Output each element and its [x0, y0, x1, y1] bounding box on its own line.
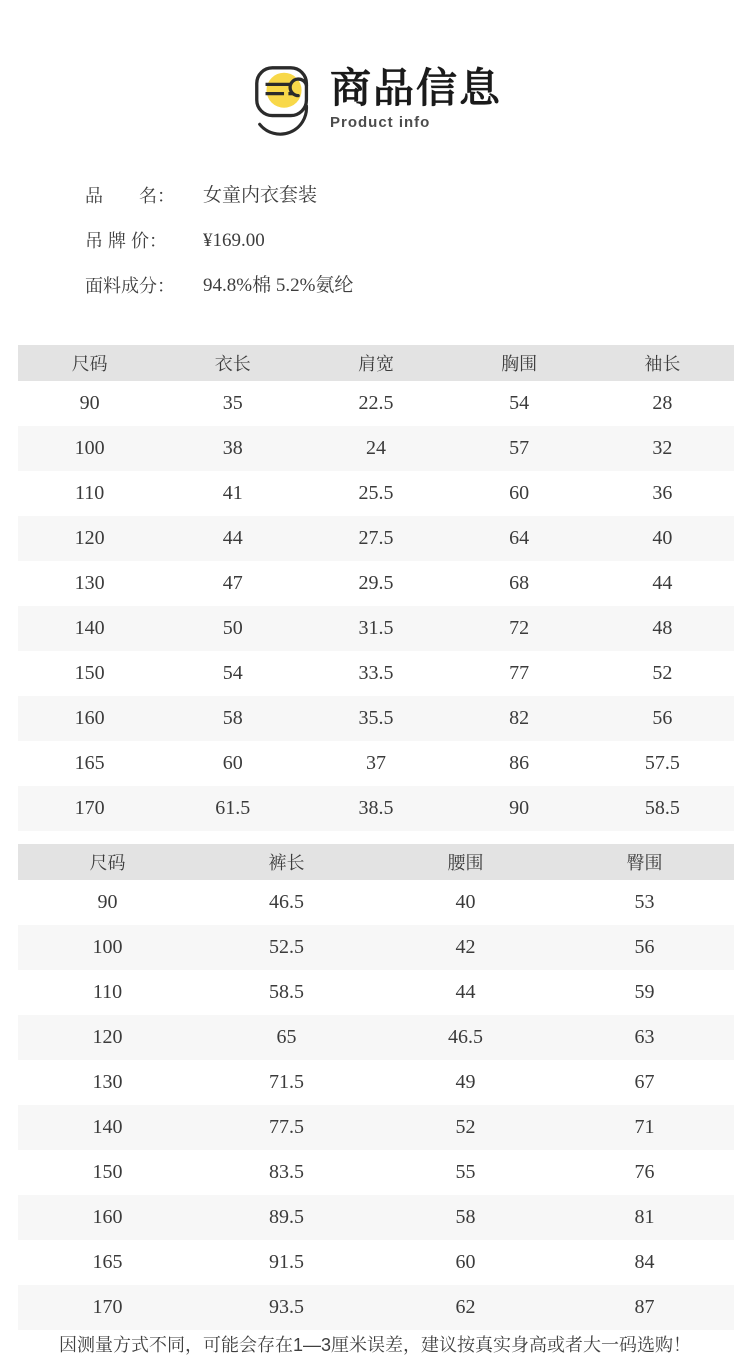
table-cell: 58	[455, 1206, 476, 1228]
table-cell: 44	[652, 572, 673, 594]
table-cell: 72	[509, 617, 530, 639]
table-header-cell: 衣长	[161, 345, 304, 381]
table-cell: 170	[74, 797, 105, 819]
table-cell: 58	[222, 707, 243, 729]
table-cell: 62	[455, 1296, 476, 1318]
table-cell: 36	[652, 482, 673, 504]
table-cell: 40	[455, 891, 476, 913]
page-subtitle: Product info	[330, 113, 431, 131]
table-row	[18, 561, 734, 606]
table-row	[18, 786, 734, 831]
table-cell: 56	[634, 936, 655, 958]
table-cell: 77	[509, 662, 530, 684]
size-table-bottom	[18, 844, 734, 1330]
table-cell: 100	[74, 437, 105, 459]
table-cell: 27.5	[358, 527, 394, 549]
table-cell: 33.5	[358, 662, 394, 684]
table-cell: 22.5	[358, 392, 394, 414]
table-cell: 130	[92, 1071, 123, 1093]
table-header-cell: 臀围	[555, 844, 734, 880]
table-header-cell: 腰围	[376, 844, 555, 880]
table-cell: 31.5	[358, 617, 394, 639]
title-block	[330, 67, 502, 130]
table-header-cell: 裤长	[197, 844, 376, 880]
table-row	[18, 1060, 734, 1105]
table-cell: 46.5	[269, 891, 304, 913]
table-cell: 84	[634, 1251, 655, 1273]
table-cell: 24	[365, 437, 386, 459]
product-name-value: 女童内衣套装	[203, 185, 318, 206]
table-row	[18, 471, 734, 516]
table-cell: 47	[222, 572, 243, 594]
table-cell: 130	[74, 572, 105, 594]
table-cell: 54	[222, 662, 243, 684]
table-cell: 46.5	[448, 1026, 483, 1048]
table-cell: 49	[455, 1071, 476, 1093]
table-row	[18, 516, 734, 561]
table-cell: 52.5	[269, 936, 304, 958]
fabric-composition-label: 面料成分：	[85, 276, 175, 296]
table-cell: 53	[634, 891, 655, 913]
table-cell: 35.5	[358, 707, 394, 729]
product-name-label: 品 名：	[85, 186, 175, 206]
table-cell: 38.5	[358, 797, 394, 819]
table-cell: 140	[92, 1116, 123, 1138]
table-cell: 40	[652, 527, 673, 549]
table-row	[18, 1015, 734, 1060]
table-cell: 90	[79, 392, 100, 414]
table-cell: 100	[92, 936, 123, 958]
product-info-logo-icon	[248, 60, 322, 138]
table-cell: 65	[276, 1026, 297, 1048]
table-row	[18, 1240, 734, 1285]
table-cell: 170	[92, 1296, 123, 1318]
table-cell: 93.5	[269, 1296, 304, 1318]
table-cell: 110	[92, 981, 123, 1003]
table-cell: 87	[634, 1296, 655, 1318]
table-cell: 81	[634, 1206, 655, 1228]
table-cell: 28	[652, 392, 673, 414]
table-cell: 90	[97, 891, 118, 913]
table-cell: 160	[74, 707, 105, 729]
table-header-cell: 肩宽	[304, 345, 447, 381]
table-header-cell: 胸围	[448, 345, 591, 381]
table-cell: 57	[509, 437, 530, 459]
table-cell: 165	[92, 1251, 123, 1273]
table-cell: 160	[92, 1206, 123, 1228]
table-cell: 32	[652, 437, 673, 459]
table-cell: 120	[92, 1026, 123, 1048]
table-header-cell: 袖长	[591, 345, 734, 381]
table-cell: 42	[455, 936, 476, 958]
table-cell: 58.5	[644, 797, 680, 819]
table-cell: 140	[74, 617, 105, 639]
table-row	[18, 426, 734, 471]
table-cell: 35	[222, 392, 243, 414]
table-cell: 71	[634, 1116, 655, 1138]
table-row	[18, 1150, 734, 1195]
table-cell: 120	[74, 527, 105, 549]
table-cell: 29.5	[358, 572, 394, 594]
table-cell: 91.5	[269, 1251, 304, 1273]
table-cell: 25.5	[358, 482, 394, 504]
table-cell: 77.5	[269, 1116, 304, 1138]
table-cell: 86	[509, 752, 530, 774]
table-row	[18, 741, 734, 786]
table-row	[18, 696, 734, 741]
table-header-cell: 尺码	[18, 345, 161, 381]
table-row	[18, 381, 734, 426]
table-cell: 165	[74, 752, 105, 774]
table-cell: 56	[652, 707, 673, 729]
table-cell: 59	[634, 981, 655, 1003]
table-row	[18, 880, 734, 925]
fabric-composition-value: 94.8%棉 5.2%氨纶	[203, 275, 354, 296]
table-cell: 48	[652, 617, 673, 639]
table-cell: 60	[455, 1251, 476, 1273]
table-row	[18, 1195, 734, 1240]
size-table-top	[18, 345, 734, 831]
table-cell: 83.5	[269, 1161, 304, 1183]
table-cell: 63	[634, 1026, 655, 1048]
table-cell: 82	[509, 707, 530, 729]
page-title: 商品信息	[330, 65, 502, 112]
table-row	[18, 651, 734, 696]
table-cell: 150	[92, 1161, 123, 1183]
table-row	[18, 970, 734, 1015]
table-cell: 55	[455, 1161, 476, 1183]
table-row	[18, 1105, 734, 1150]
table-cell: 64	[509, 527, 530, 549]
table-cell: 44	[222, 527, 243, 549]
measurement-note: 因测量方式不同，可能会存在1—3厘米误差，建议按真实身高或者大一码选购！	[58, 1335, 692, 1355]
table-cell: 76	[634, 1161, 655, 1183]
table-cell: 41	[222, 482, 243, 504]
tag-price-value: ¥169.00	[203, 230, 265, 251]
table-cell: 37	[365, 752, 386, 774]
table-header-row	[18, 345, 734, 381]
table-row	[18, 1285, 734, 1330]
table-header-row	[18, 844, 734, 880]
table-cell: 71.5	[269, 1071, 304, 1093]
table-cell: 68	[509, 572, 530, 594]
table-cell: 61.5	[215, 797, 251, 819]
tag-price-row	[85, 227, 750, 255]
table-cell: 50	[222, 617, 243, 639]
table-cell: 38	[222, 437, 243, 459]
table-cell: 57.5	[644, 752, 680, 774]
table-cell: 110	[74, 482, 105, 504]
fabric-composition-row	[85, 272, 750, 300]
header	[0, 60, 750, 138]
product-name-row	[85, 182, 750, 210]
table-cell: 54	[509, 392, 530, 414]
table-cell: 52	[652, 662, 673, 684]
table-row	[18, 925, 734, 970]
table-cell: 58.5	[269, 981, 304, 1003]
table-cell: 60	[222, 752, 243, 774]
table-cell: 67	[634, 1071, 655, 1093]
table-cell: 60	[509, 482, 530, 504]
table-header-cell: 尺码	[18, 844, 197, 880]
table-cell: 44	[455, 981, 476, 1003]
table-cell: 89.5	[269, 1206, 304, 1228]
tag-price-label: 吊 牌 价：	[85, 231, 168, 251]
product-details	[85, 182, 750, 300]
table-cell: 150	[74, 662, 105, 684]
table-cell: 52	[455, 1116, 476, 1138]
table-cell: 90	[509, 797, 530, 819]
table-row	[18, 606, 734, 651]
